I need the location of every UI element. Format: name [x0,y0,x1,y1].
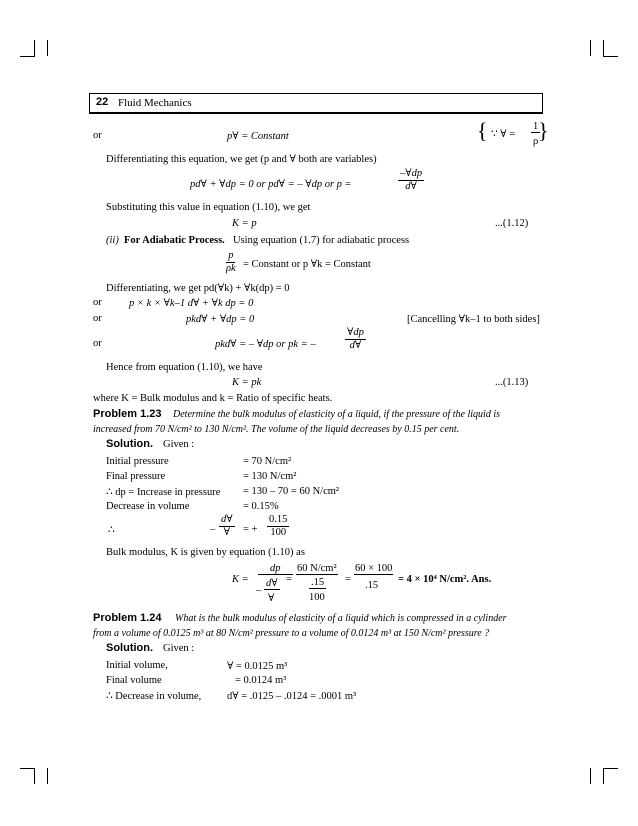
fraction [224,250,238,275]
equation: pd∀ + ∀dp = 0 or pd∀ = – ∀dp or p = [190,179,352,190]
fraction-num: d∀ [221,514,233,525]
text-line: where K = Bulk modulus and k = Ratio of specific heats. [93,393,333,404]
fraction-num: .15 [311,577,325,588]
or-word: or [93,130,102,141]
given-value: = 0.0124 m³ [235,675,287,686]
fraction-num: 0.15 [269,514,288,525]
therefore-sign: ∴ [108,525,115,536]
subsection-title: For Adiabatic Process. [124,235,225,246]
text-line: Differentiating this equation, we get (p and ∀ both are variables) [106,154,377,165]
crop-mark [20,768,35,769]
or-word: or [93,297,102,308]
minus-sign: – [256,585,262,596]
text-line: Bulk modulus, K is given by equation (1.10) as [106,547,305,558]
fraction-den: d∀ [405,181,417,192]
equation-number: ...(1.13) [495,377,529,388]
solution-label: Solution. [106,642,154,654]
given-value: d∀ = .0125 – .0124 = .0001 m³ [227,691,357,702]
equation: K = p [232,218,257,229]
crop-mark [603,56,618,57]
fraction [398,168,424,193]
or-word: or [93,313,102,324]
fraction-num: 60 N/cm² [297,563,337,574]
given-value: = 130 N/cm² [243,471,297,482]
text-line: Hence from equation (1.10), we have [106,362,263,373]
given-label: ∴ dp = Increase in pressure [106,487,221,498]
fraction [267,514,289,539]
equation: pkd∀ = – ∀dp or pk = – [215,339,316,350]
crop-mark [34,768,35,784]
equation: p × k × ∀k–1 d∀ + ∀k dp = 0 [129,298,254,309]
fraction [345,327,366,352]
fraction-den: .15 [365,580,379,591]
given-label: Decrease in volume [106,501,190,512]
fraction-num: 60 × 100 [355,563,393,574]
crop-mark [20,56,35,57]
given-label: Final volume [106,675,162,686]
fraction-den: ∀ [268,593,275,604]
problem-text: What is the bulk modulus of elasticity of a liquid which is compressed in a cylinder [175,613,507,624]
page-number: 22 [96,96,109,108]
given-label: Initial pressure [106,456,169,467]
given-label: Given : [163,439,195,450]
equation: K = [232,574,249,585]
fraction-num: –∀dp [400,168,423,179]
equation-number: ...(1.12) [495,218,529,229]
equals-sign: = [345,574,351,585]
crop-mark [590,40,591,56]
fraction-den: d∀ [349,340,362,351]
fraction-num: ∀dp [347,327,364,338]
fraction-den: 100 [309,592,325,603]
given-value: = 130 – 70 = 60 N/cm² [243,486,340,497]
fraction [219,514,235,539]
brace-right: } [538,118,549,143]
fraction-num: p [228,250,234,261]
text-line: Using equation (1.7) for adiabatic process [233,235,410,246]
fraction-den: ∀ [223,527,230,538]
given-label: Initial volume, [106,660,168,671]
crop-mark [47,40,48,56]
equals-sign: = + [243,524,258,535]
equation: K = pk [232,377,262,388]
given-value: ∀ = 0.0125 m³ [227,661,288,672]
equation: = Constant or p ∀k = Constant [243,259,371,270]
equation: pkd∀ + ∀dp = 0 [186,314,255,325]
crop-mark [603,768,618,769]
fraction-num: 1 [533,121,539,132]
side-note: [Cancelling ∀k–1 to both sides] [407,314,540,325]
header-title: Fluid Mechanics [118,97,192,109]
given-label: Final pressure [106,471,166,482]
crop-mark [603,40,604,56]
subsection-num: (ii) [106,235,119,246]
crop-mark [47,768,48,784]
fraction-den: ρ [533,136,539,147]
brace-left: { [477,118,488,143]
problem-label: Problem 1.24 [93,612,162,624]
equals-sign: = [286,574,292,585]
given-value: = 0.15% [243,501,279,512]
answer: = 4 × 10⁴ N/cm². Ans. [398,574,492,585]
crop-mark [603,768,604,784]
given-value: = 70 N/cm² [243,456,292,467]
fraction-den: 100 [270,527,287,538]
given-label: Given : [163,643,195,654]
text-line: Substituting this value in equation (1.10), we get [106,202,311,213]
problem-text: from a volume of 0.0125 m³ at 80 N/cm² pressure to a volume of 0.0124 m³ at 150 N/cm² pressure ? [93,628,490,639]
because-expr: ∵ ∀ = [491,129,516,140]
crop-mark [34,40,35,56]
problem-label: Problem 1.23 [93,408,162,420]
problem-text: increased from 70 N/cm² to 130 N/cm². The volume of the liquid decreases by 0.15 per cent. [93,424,460,435]
fraction-num: dp [258,563,293,575]
solution-label: Solution. [106,438,154,450]
equation: p∀ = Constant [227,131,289,142]
given-label: ∴ Decrease in volume, [106,691,202,702]
minus-sign: – [210,524,216,535]
fraction-den: ρk [226,263,236,274]
or-word: or [93,338,102,349]
problem-text: Determine the bulk modulus of elasticity of a liquid, if the pressure of the liquid is [173,409,500,420]
crop-mark [590,768,591,784]
text-line: Differentiating, we get pd(∀k) + ∀k(dp) = 0 [106,283,290,294]
fraction-num: d∀ [266,578,278,589]
